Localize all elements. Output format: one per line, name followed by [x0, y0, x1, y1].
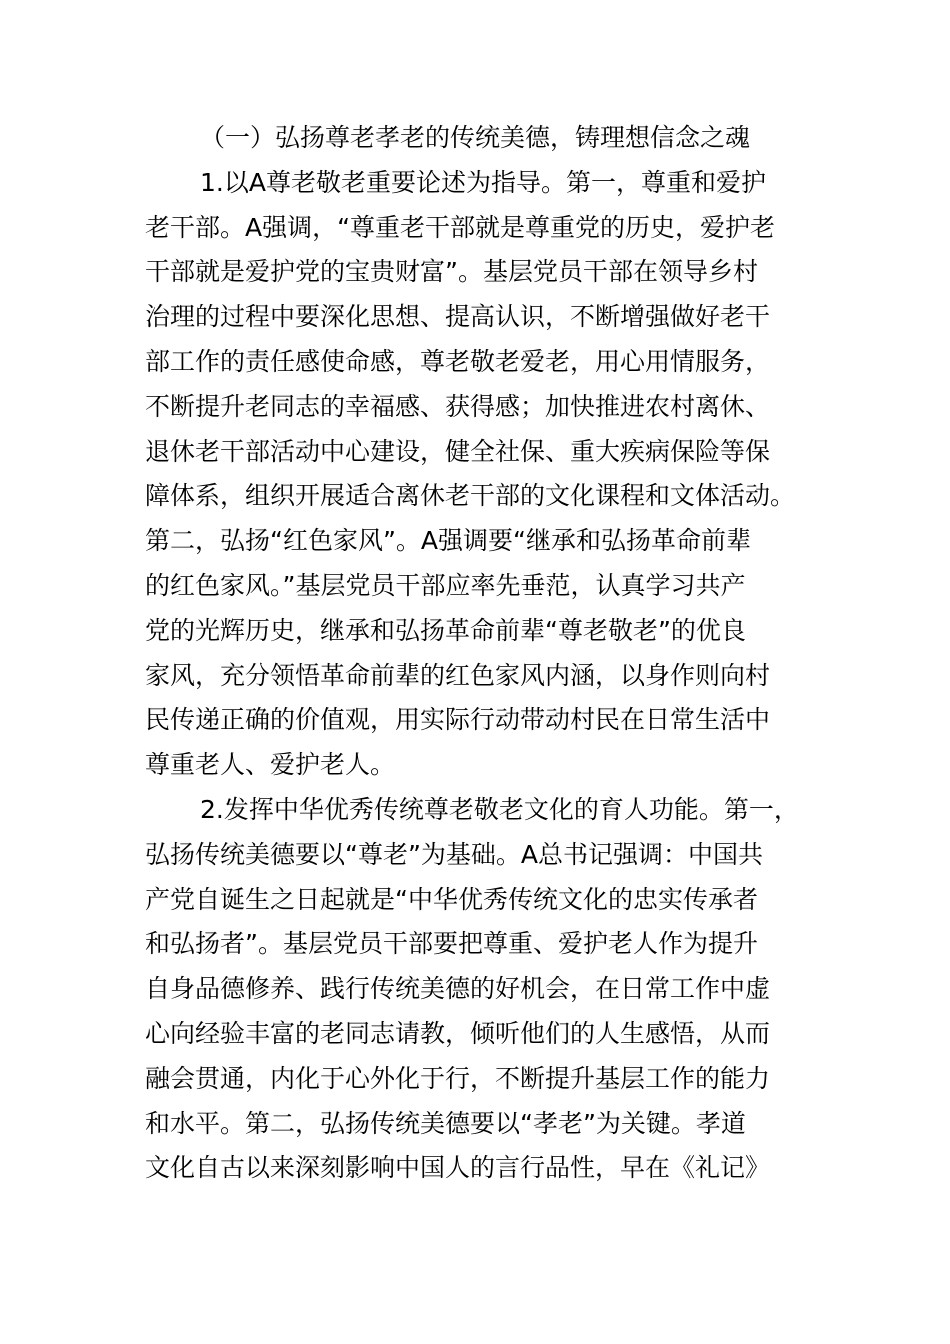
- paragraph-line: 和弘扬者”。基层党员干部要把尊重、爱护老人作为提升: [145, 929, 758, 959]
- paragraph-line: 退休老干部活动中心建设，健全社保、重大疾病保险等保: [145, 436, 771, 466]
- paragraph-line: 不断提升老同志的幸福感、获得感；加快推进农村离休、: [145, 391, 771, 421]
- paragraph-line: 障体系，组织开展适合离休老干部的文化课程和文体活动。: [145, 481, 796, 511]
- paragraph-line: 党的光辉历史，继承和弘扬革命前辈“尊老敬老”的优良: [145, 615, 746, 645]
- paragraph-line: 治理的过程中要深化思想、提高认识，不断增强做好老干: [145, 302, 771, 332]
- paragraph-line: 产党自诞生之日起就是“中华优秀传统文化的忠实传承者: [145, 884, 758, 914]
- paragraph-line: 融会贯通，内化于心外化于行，不断提升基层工作的能力: [145, 1063, 771, 1093]
- paragraph-line: 心向经验丰富的老同志请教，倾听他们的人生感悟，从而: [145, 1018, 771, 1048]
- paragraph-line: 1.以A尊老敬老重要论述为指导。第一，尊重和爱护: [200, 167, 766, 197]
- paragraph-line: 家风，充分领悟革命前辈的红色家风内涵，以身作则向村: [145, 660, 771, 690]
- paragraph-line: 部工作的责任感使命感，尊老敬老爱老，用心用情服务，: [145, 346, 771, 376]
- paragraph-line: 弘扬传统美德要以“尊老”为基础。A总书记强调：中国共: [145, 839, 764, 869]
- paragraph-line: 民传递正确的价值观，用实际行动带动村民在日常生活中: [145, 705, 771, 735]
- paragraph-line: 2.发挥中华优秀传统尊老敬老文化的育人功能。第一，: [200, 794, 799, 824]
- paragraph-line: 和水平。第二，弘扬传统美德要以“孝老”为关键。孝道: [145, 1108, 746, 1138]
- paragraph-line: 干部就是爱护党的宝贵财富”。基层党员干部在领导乡村: [145, 257, 758, 287]
- paragraph-line: 自身品德修养、践行传统美德的好机会，在日常工作中虚: [145, 974, 771, 1004]
- section-heading: （一）弘扬尊老孝老的传统美德，铸理想信念之魂: [200, 123, 751, 152]
- paragraph-line: 第二，弘扬“红色家风”。A强调要“继承和弘扬革命前辈: [145, 526, 751, 556]
- paragraph-line: 的红色家风。”基层党员干部应率先垂范，认真学习共产: [145, 570, 746, 600]
- paragraph-line: 尊重老人、爱护老人。: [145, 750, 396, 780]
- paragraph-line: 老干部。A强调，“尊重老干部就是尊重党的历史，爱护老: [145, 212, 776, 242]
- paragraph-line: 文化自古以来深刻影响中国人的言行品性，早在《礼记》: [145, 1153, 771, 1183]
- document-body: [145, 116, 810, 1191]
